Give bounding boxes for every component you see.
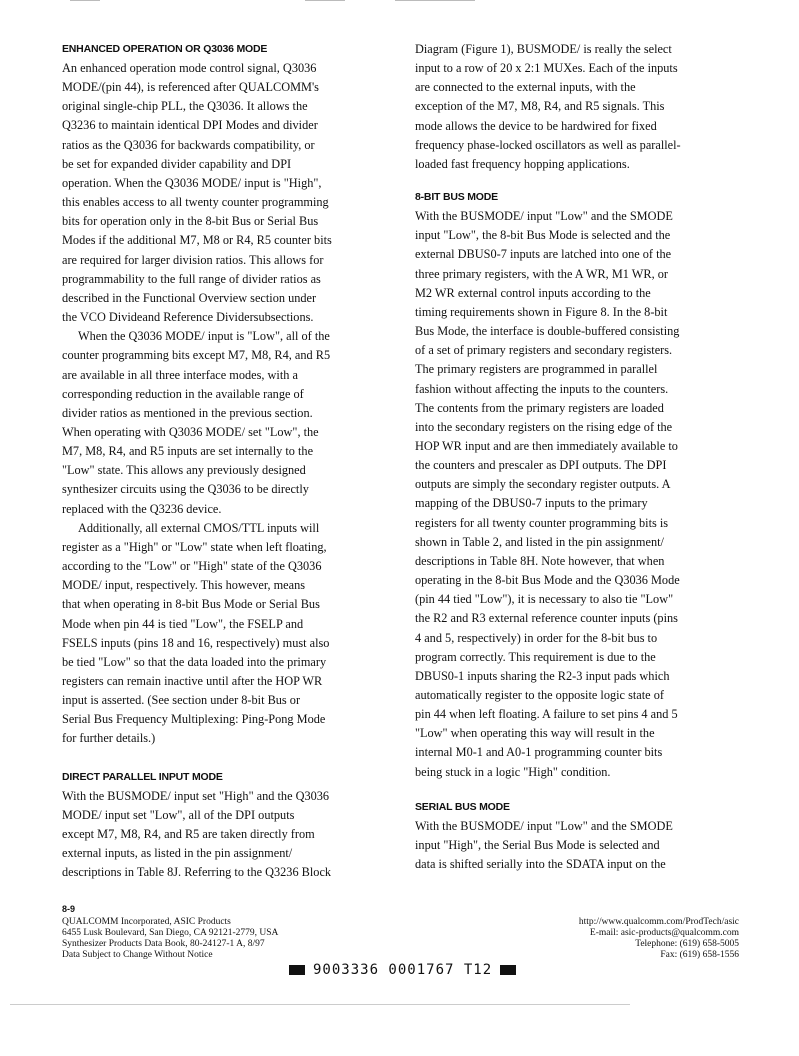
text-line: the VCO Divideand Reference Dividersubsections. bbox=[62, 310, 314, 325]
text-line: ratios as the Q3036 for backwards compatibility, or bbox=[62, 137, 315, 152]
text-line: exception of the M7, M8, R4, and R5 signals. This bbox=[415, 99, 665, 114]
barcode-block-left bbox=[289, 965, 305, 975]
text-line: When the Q3036 MODE/ input is "Low", all of the bbox=[78, 329, 330, 344]
text-line: be tied "Low" so that the data loaded into the primary bbox=[62, 654, 327, 669]
text-line: loaded fast frequency hopping applications. bbox=[415, 156, 630, 171]
text-line: programmability to the full range of divider ratios as bbox=[62, 271, 321, 286]
text-line: original single-chip PLL, the Q3036. It allows the bbox=[62, 99, 308, 114]
bottom-rule bbox=[10, 1004, 630, 1005]
text-line: data is shifted serially into the SDATA input on the bbox=[415, 857, 666, 872]
text-line: Serial Bus Frequency Multiplexing: Ping-Pong Mode bbox=[62, 712, 326, 727]
left-column bbox=[62, 40, 392, 882]
text-line: fashion without affecting the inputs to the counters. bbox=[415, 381, 669, 396]
text-line: Bus Mode, the interface is double-buffered consisting bbox=[415, 324, 680, 339]
text-line: external inputs, as listed in the pin assignment/ bbox=[62, 846, 293, 861]
text-line: external DBUS0-7 inputs are latched into one of the bbox=[415, 247, 672, 262]
text-line: An enhanced operation mode control signal, Q3036 bbox=[62, 61, 317, 75]
paragraph-block-diagram bbox=[415, 40, 749, 174]
text-line: input to a row of 20 x 2:1 MUXes. Each of the inputs bbox=[415, 61, 678, 76]
top-rule-1 bbox=[70, 0, 100, 1]
text-line: being stuck in a logic "High" condition. bbox=[415, 764, 611, 779]
text-line: program correctly. This requirement is due to the bbox=[415, 649, 656, 664]
right-column bbox=[415, 40, 749, 874]
text-line: With the BUSMODE/ input "Low" and the SMODE bbox=[415, 209, 673, 224]
footer-line: 6455 Lusk Boulevard, San Diego, CA 92121-2779, USA bbox=[62, 928, 279, 938]
text-line: MODE/ input set "Low", all of the DPI outputs bbox=[62, 807, 295, 822]
top-rule-3 bbox=[395, 0, 475, 1]
text-line: mode allows the device to be hardwired for fixed bbox=[415, 118, 657, 133]
text-line: descriptions in Table 8J. Referring to the Q3236 Block bbox=[62, 865, 332, 880]
text-line: this enables access to all twenty counter programming bbox=[62, 195, 329, 210]
text-line: input "High", the Serial Bus Mode is selected and bbox=[415, 837, 660, 852]
barcode-text: 9003336 0001767 T12 bbox=[313, 962, 493, 978]
text-line: internal M0-1 and A0-1 programming counter bits bbox=[415, 745, 663, 760]
text-line: registers can remain inactive until after the HOP WR bbox=[62, 674, 323, 688]
text-line: are required for larger division ratios. This allows for bbox=[62, 252, 324, 267]
text-line: register as a "High" or "Low" state when left floating, bbox=[62, 539, 327, 554]
footer-url-link[interactable]: http://www.qualcomm.com/ProdTech/asic bbox=[578, 917, 739, 927]
paragraph-enhanced-1 bbox=[62, 59, 392, 327]
footer-line: Synthesizer Products Data Book, 80-24127-1 A, 8/97 bbox=[62, 939, 265, 949]
section-heading-8bit-bus: 8-BIT BUS MODE bbox=[415, 191, 498, 204]
text-line: "Low" when operating this way will result in the bbox=[415, 726, 655, 741]
text-line: The contents from the primary registers are loaded bbox=[415, 400, 664, 415]
text-line: the R2 and R3 external reference counter inputs (pins bbox=[415, 611, 678, 626]
section-heading-direct-parallel: DIRECT PARALLEL INPUT MODE bbox=[62, 770, 223, 783]
text-line: Additionally, all external CMOS/TTL inputs will bbox=[78, 520, 320, 535]
footer-telephone: Telephone: (619) 658-5005 bbox=[635, 939, 739, 949]
text-line: When operating with Q3036 MODE/ set "Low", the bbox=[62, 424, 319, 439]
text-line: divider ratios as mentioned in the previous section. bbox=[62, 405, 313, 420]
text-line: "Low" state. This allows any previously designed bbox=[62, 463, 306, 478]
footer-line: QUALCOMM Incorporated, ASIC Products bbox=[62, 917, 231, 927]
paragraph-direct-parallel bbox=[62, 787, 392, 883]
text-line: Diagram (Figure 1), BUSMODE/ is really the select bbox=[415, 42, 672, 56]
text-line: of a set of primary registers and secondary registers. bbox=[415, 343, 673, 358]
paragraph-serial-bus bbox=[415, 817, 749, 874]
text-line: input is asserted. (See section under 8-bit Bus or bbox=[62, 693, 301, 708]
text-line: M2 WR external control inputs according to the bbox=[415, 285, 651, 300]
paragraph-enhanced-2 bbox=[62, 327, 392, 519]
text-line: HOP WR input and are then immediately available to bbox=[415, 438, 678, 453]
text-line: With the BUSMODE/ input set "High" and the Q3036 bbox=[62, 788, 330, 803]
text-line: that when operating in 8-bit Bus Mode or Serial Bus bbox=[62, 597, 320, 612]
text-line: DBUS0-1 inputs sharing the R2-3 input pads which bbox=[415, 668, 670, 683]
text-line: shown in Table 2, and listed in the pin assignment/ bbox=[415, 534, 664, 549]
text-line: the counters and prescaler as DPI outputs. The DPI bbox=[415, 458, 667, 473]
text-line: replaced with the Q3236 device. bbox=[62, 501, 222, 516]
text-line: are connected to the external inputs, with the bbox=[415, 80, 636, 95]
text-line: except M7, M8, R4, and R5 are taken directly from bbox=[62, 826, 315, 841]
text-line: mapping of the DBUS0-7 inputs to the primary bbox=[415, 496, 648, 511]
text-line: The primary registers are programmed in parallel bbox=[415, 362, 658, 377]
text-line: MODE/ input, respectively. This however, means bbox=[62, 578, 306, 593]
text-line: operating in the 8-bit Bus Mode and the Q3036 Mode bbox=[415, 573, 680, 588]
text-line: Mode when pin 44 is tied "Low", the FSELP and bbox=[62, 616, 304, 631]
footer-contact-info bbox=[579, 917, 739, 961]
text-line: described in the Functional Overview section under bbox=[62, 290, 317, 305]
footer-email[interactable]: E-mail: asic-products@qualcomm.com bbox=[589, 928, 739, 938]
text-line: registers for all twenty counter programming bits is bbox=[415, 515, 669, 530]
text-line: timing requirements shown in Figure 8. In the 8-bit bbox=[415, 304, 668, 319]
text-line: be set for expanded divider capability and DPI bbox=[62, 156, 292, 171]
text-line: FSELS inputs (pins 18 and 16, respectively) must also bbox=[62, 635, 330, 650]
text-line: according to the "Low" or "High" state of the Q3036 bbox=[62, 559, 322, 574]
text-line: operation. When the Q3036 MODE/ input is "High", bbox=[62, 175, 322, 190]
barcode-strip bbox=[289, 962, 516, 978]
section-gap bbox=[415, 174, 749, 188]
text-line: M7, M8, R4, and R5 inputs are set internally to the bbox=[62, 444, 314, 459]
text-line: corresponding reduction in the available range of bbox=[62, 386, 304, 401]
text-line: With the BUSMODE/ input "Low" and the SMODE bbox=[415, 818, 673, 833]
text-line: Modes if the additional M7, M8 or R4, R5 counter bits bbox=[62, 233, 332, 248]
section-gap bbox=[415, 782, 749, 798]
text-line: three primary registers, with the A WR, M1 WR, or bbox=[415, 266, 668, 281]
section-heading-serial-bus: SERIAL BUS MODE bbox=[415, 800, 510, 813]
barcode-block-right bbox=[500, 965, 516, 975]
footer-line: Data Subject to Change Without Notice bbox=[62, 950, 213, 960]
text-line: (pin 44 tied "Low"), it is necessary to also tie "Low" bbox=[415, 592, 674, 607]
text-line: synthesizer circuits using the Q3036 to be directly bbox=[62, 482, 309, 497]
text-line: frequency phase-locked oscillators as well as parallel- bbox=[415, 137, 681, 152]
text-line: MODE/(pin 44), is referenced after QUALCOMM's bbox=[62, 80, 319, 95]
text-line: descriptions in Table 8H. Note however, that when bbox=[415, 553, 665, 568]
text-line: 4 and 5, respectively) in order for the 8-bit bus to bbox=[415, 630, 658, 645]
text-line: are available in all three interface modes, with a bbox=[62, 367, 298, 382]
paragraph-8bit-bus bbox=[415, 207, 749, 782]
text-line: input "Low", the 8-bit Bus Mode is selected and the bbox=[415, 228, 671, 243]
section-heading-enhanced-operation: ENHANCED OPERATION OR Q3036 MODE bbox=[62, 43, 268, 55]
page-number: 8-9 bbox=[62, 904, 76, 914]
text-line: pin 44 when left floating. A failure to set pins 4 and 5 bbox=[415, 707, 678, 722]
section-gap bbox=[62, 749, 392, 768]
text-line: for further details.) bbox=[62, 731, 156, 746]
top-rule-2 bbox=[305, 0, 345, 1]
footer-fax: Fax: (619) 658-1556 bbox=[660, 950, 739, 960]
text-line: bits for operation only in the 8-bit Bus or Serial Bus bbox=[62, 214, 319, 229]
footer-company-info bbox=[62, 904, 278, 961]
text-line: automatically register to the opposite logic state of bbox=[415, 688, 664, 702]
text-line: outputs are simply the secondary register outputs. A bbox=[415, 477, 671, 492]
text-line: Q3236 to maintain identical DPI Modes and divider bbox=[62, 118, 318, 133]
text-line: counter programming bits except M7, M8, R4, and R5 bbox=[62, 348, 331, 363]
paragraph-enhanced-3 bbox=[62, 519, 392, 749]
text-line: into the secondary registers on the rising edge of the bbox=[415, 419, 673, 434]
